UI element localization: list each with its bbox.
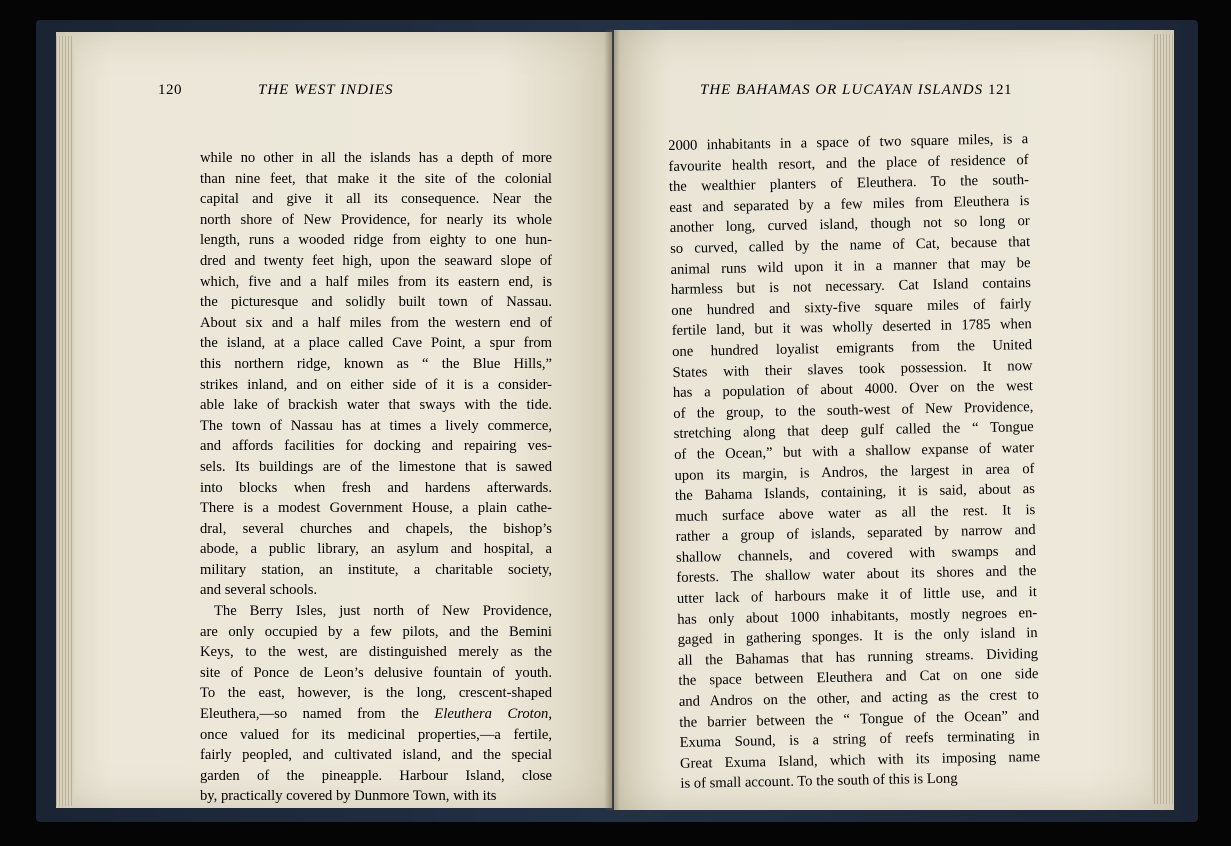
text-line-content: one hundred and sixty-five square miles of fairly (671, 295, 1032, 319)
text-line (200, 519, 552, 540)
text-line-content: rather a group of islands, separated by narrow and (675, 522, 1036, 546)
text-line-content: Keys, to the west, are distinguished merely as the (200, 644, 552, 661)
text-line-content: About six and a half miles from the western end of (200, 314, 552, 331)
text-line (200, 478, 552, 499)
left-running-title: THE WEST INDIES (258, 82, 394, 98)
text-line-content: fairly peopled, and cultivated island, and the special (200, 747, 552, 764)
text-line-content: all the Bahamas that has running streams. Dividing (677, 645, 1039, 669)
text-line-content: which, five and a half miles from its eastern end, is (200, 273, 552, 290)
text-line-content: shallow channels, and covered with swamps and (675, 542, 1037, 566)
text-line (200, 725, 552, 746)
text-line-content: military station, an institute, a charitable society, (200, 561, 552, 578)
text-line (200, 354, 552, 375)
left-page-edges (56, 36, 74, 806)
text-line (200, 704, 552, 725)
text-line (200, 498, 552, 519)
text-line-content: dral, several churches and chapels, the bishop’s (200, 520, 552, 537)
text-line-content: than nine feet, that make it the site of the colonial (200, 170, 552, 187)
text-line (200, 642, 552, 663)
text-line (200, 210, 552, 231)
text-line-content: The town of Nassau has at times a lively commerce, (200, 417, 552, 434)
text-line-content: north shore of New Providence, for nearly its whole (200, 211, 552, 228)
text-line (200, 230, 552, 251)
text-line-content: of the group, to the south-west of New Providence, (673, 398, 1034, 422)
text-line (200, 683, 552, 704)
text-line-content: Great Exuma Island, which with its imposing name (679, 748, 1041, 772)
left-page-number: 120 (158, 82, 182, 98)
text-line-content: strikes inland, and on either side of it is a consider- (200, 376, 552, 393)
text-line-content: favourite health resort, and the place of residence of (668, 151, 1029, 175)
text-line (200, 189, 552, 210)
text-line-content: of the Ocean,” but with a shallow expanse of water (673, 439, 1035, 463)
text-line (200, 786, 552, 807)
text-line-content: upon its margin, is Andros, the largest in area of (674, 460, 1035, 484)
text-line-content: the space between Eleuthera and Cat on one side (678, 666, 1039, 690)
text-line-content: 2000 inhabitants in a space of two square miles, is a (668, 131, 1029, 154)
text-line-italic: Eleuthera Croton, (434, 706, 552, 723)
text-line-content: able lake of brackish water that sways with the tide. (200, 397, 552, 414)
text-line-content: States with their slaves took possession. It now (672, 357, 1033, 381)
text-line-content: the island, at a place called Cave Point, a spur from (200, 335, 552, 352)
text-line-content: The Berry Isles, just north of New Providence, (214, 603, 552, 620)
text-line-content: gaged in gathering sponges. It is the only island in (677, 625, 1038, 649)
text-line-content: Eleuthera,—so named from the (200, 706, 435, 723)
text-line-content: garden of the pineapple. Harbour Island, close (200, 767, 552, 784)
text-line-content: Exuma Sound, is a string of reefs terminating in (679, 728, 1040, 752)
text-line (200, 251, 552, 272)
text-line-content: the wealthier planters of Eleuthera. To the south- (668, 172, 1030, 196)
text-line (200, 539, 552, 560)
text-line-content: length, runs a wooded ridge from eighty to one hun- (200, 232, 552, 249)
text-line-content: much surface above water as all the rest. It is (675, 501, 1036, 525)
text-line-content: utter lack of harbours make it of little use, and it (676, 584, 1037, 607)
text-line-content: and affords facilities for docking and repairing ves- (200, 438, 552, 455)
text-line-content: fertile land, but it was wholly deserted in 1785 when (671, 316, 1032, 340)
text-line (200, 745, 552, 766)
text-line-content: one hundred loyalist emigrants from the United (671, 336, 1033, 360)
text-line-content: east and separated by a few miles from Eleuthera is (669, 192, 1030, 216)
text-line-content: abode, a public library, an asylum and hospital, a (200, 541, 552, 558)
text-line-content: site of Ponce de Leon’s delusive fountain of youth. (200, 664, 552, 681)
text-line (200, 169, 552, 190)
text-line-content: forests. The shallow water about its shores and the (676, 563, 1037, 587)
text-line-content: the picturesque and solidly built town of Nassau. (200, 294, 552, 311)
text-line (200, 416, 552, 437)
text-line-content: by, practically covered by Dunmore Town, with its (200, 788, 497, 805)
text-line (200, 560, 552, 581)
text-line-content: are only occupied by a few pilots, and the Bemini (200, 623, 552, 640)
text-line-content: stretching along that deep gulf called the “ Tongue (673, 419, 1034, 443)
book-gutter (604, 30, 620, 810)
text-line-content: the Bahama Islands, containing, it is said, about as (674, 481, 1036, 505)
text-line (200, 292, 552, 313)
text-line-content: animal runs wild upon it in a manner that may be (670, 254, 1031, 278)
text-line (200, 375, 552, 396)
text-line-content: and Andros on the other, and acting as the crest to (678, 687, 1039, 710)
text-line-content: sels. Its buildings are of the limestone that is sawed (200, 458, 552, 475)
text-line (200, 663, 552, 684)
text-line-content: so curved, called by the name of Cat, because that (670, 234, 1031, 257)
text-line-content: harmless but is not necessary. Cat Island contains (670, 275, 1032, 299)
text-line-content: and several schools. (200, 582, 318, 599)
text-line (200, 148, 552, 169)
text-line-content: while no other in all the islands has a depth of more (200, 150, 552, 166)
text-line-content: has only about 1000 inhabitants, mostly negroes en- (677, 604, 1038, 628)
right-page-text (668, 129, 1041, 795)
text-line (200, 622, 552, 643)
text-line (200, 272, 552, 293)
text-line (200, 333, 552, 354)
text-line (200, 601, 552, 622)
text-line-content: There is a modest Government House, a plain cathe- (200, 500, 552, 517)
left-page-text (200, 148, 552, 807)
text-line-content: dred and twenty feet high, upon the seaward slope of (200, 252, 552, 269)
text-line-content: this northern ridge, known as “ the Blue Hills,” (200, 355, 552, 372)
text-line (200, 766, 552, 787)
text-line-content: has a population of about 4000. Over on the west (672, 378, 1034, 402)
text-line (200, 580, 552, 601)
text-line-content: capital and give it all its consequence. Near the (200, 191, 552, 208)
text-line (200, 395, 552, 416)
text-line (200, 436, 552, 457)
right-page-edges (1152, 34, 1174, 804)
text-line-content: another long, curved island, though not so long or (669, 213, 1030, 237)
text-line (200, 313, 552, 334)
right-page-number: 121 (988, 82, 1012, 98)
text-line-content: once valued for its medicinal properties,—a fertile, (200, 726, 552, 743)
right-running-title: THE BAHAMAS OR LUCAYAN ISLANDS (700, 82, 984, 98)
text-line-content: the barrier between the “ Tongue of the Ocean” and (679, 707, 1040, 731)
text-line (200, 457, 552, 478)
text-line-content: To the east, however, is the long, crescent-shaped (200, 685, 552, 702)
text-line-content: into blocks when fresh and hardens afterwards. (200, 479, 552, 496)
text-line-content: is of small account. To the south of this is Long (680, 770, 958, 793)
